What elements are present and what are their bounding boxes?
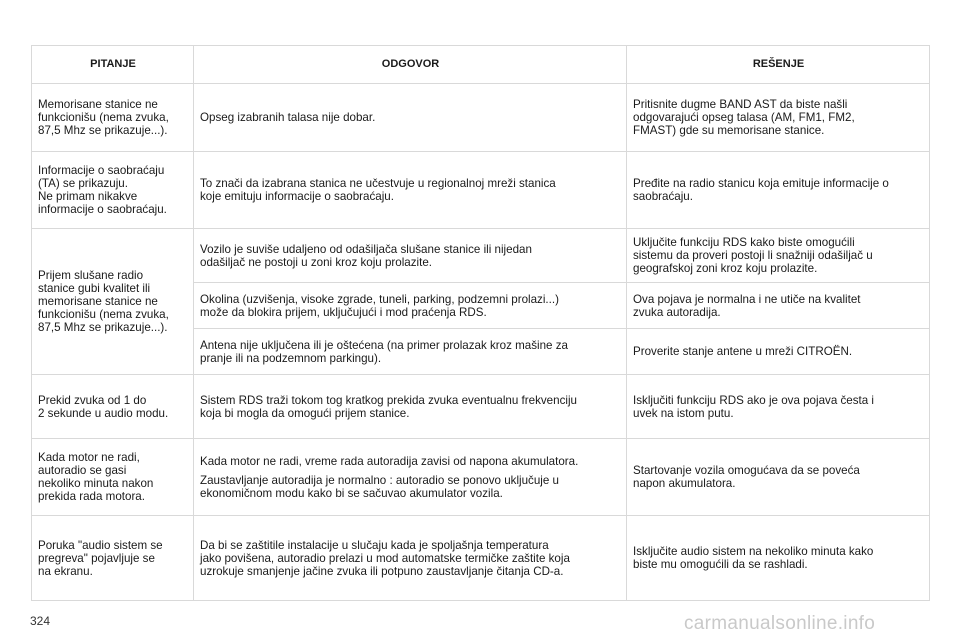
question-cell: [32, 229, 194, 375]
solution-cell: [627, 229, 930, 283]
text-line: koja bi mogla da omogući prijem stanice.: [200, 406, 410, 420]
table-body: [32, 84, 930, 601]
text-line: To znači da izabrana stanica ne učestvuje u regionalnoj mreži stanica: [200, 177, 556, 190]
text-line: Startovanje vozila omogućava da se poveća: [633, 464, 860, 477]
text-line: 2 sekunde u audio modu.: [38, 406, 169, 420]
text-line: 87,5 Mhz se prikazuje...).: [38, 321, 168, 334]
text-line: Informacije o saobraćaju: [38, 164, 165, 177]
text-line: autoradio se gasi: [38, 464, 127, 477]
text-line: Isključiti funkciju RDS ako je ova pojava česta i: [633, 393, 875, 407]
text-line: prekida rada motora.: [38, 490, 145, 503]
question-cell: [32, 516, 194, 601]
question-cell: [32, 84, 194, 152]
text-line: uvek na istom putu.: [633, 406, 734, 420]
question-cell: [32, 375, 194, 439]
text-line: Okolina (uzvišenja, visoke zgrade, tuneli, parking, podzemni prolazi...): [200, 292, 559, 306]
solution-cell: [627, 516, 930, 601]
text-line: Pritisnite dugme BAND AST da biste našli: [633, 98, 848, 111]
text-line: Zaustavljanje autoradija je normalno : autoradio se ponovo uključuje u: [200, 473, 559, 487]
solution-cell: [627, 84, 930, 152]
text-line: biste mu omogućili da se rashladi.: [633, 558, 808, 571]
table-header-row: [32, 46, 930, 84]
text-line: Prekid zvuka od 1 do: [38, 393, 147, 407]
text-line: napon akumulatora.: [633, 477, 736, 490]
page-number: 324: [30, 614, 51, 628]
answer-cell: [194, 329, 627, 375]
text-line: (TA) se prikazuju.: [38, 177, 128, 190]
text-line: Ne primam nikakve: [38, 190, 138, 203]
table-row: [32, 84, 930, 152]
answer-cell: [194, 84, 627, 152]
text-line: Vozilo je suviše udaljeno od odašiljača slušane stanice ili nijedan: [200, 242, 532, 256]
text-line: uzrokuje smanjenje jačine zvuka ili potpuno zaustavljanje čitanja CD-a.: [200, 564, 564, 578]
solution-cell: [627, 439, 930, 516]
question-cell: [32, 439, 194, 516]
solution-cell: [627, 329, 930, 375]
table-row: [32, 229, 930, 283]
answer-cell: [194, 283, 627, 329]
text-line: odašiljač ne postoji u zoni kroz koju prolazite.: [200, 255, 432, 269]
header-answer: ODGOVOR: [194, 46, 627, 84]
text-line: koje emituju informacije o saobraćaju.: [200, 190, 394, 203]
question-cell: [32, 152, 194, 229]
text-line: nekoliko minuta nakon: [38, 477, 154, 490]
text-line: sistemu da proveri postoji li snažniji odašiljač u: [633, 249, 873, 262]
text-line: Sistem RDS traži tokom tog kratkog prekida zvuka eventualnu frekvenciju: [200, 393, 577, 407]
text-line: na ekranu.: [38, 564, 93, 578]
header-question: PITANJE: [32, 46, 194, 84]
text-line: Prijem slušane radio: [38, 269, 144, 282]
troubleshooting-table: [31, 45, 930, 601]
table-row: [32, 375, 930, 439]
text-line: Kada motor ne radi,: [38, 451, 140, 464]
text-line: saobraćaju.: [633, 190, 693, 203]
text-line: informacije o saobraćaju.: [38, 203, 167, 216]
solution-cell: [627, 283, 930, 329]
text-line: geografskoj zoni kroz koju prolazite.: [633, 262, 818, 275]
text-line: memorisane stanice ne: [38, 295, 158, 308]
answer-cell: [194, 516, 627, 601]
text-line: Ova pojava je normalna i ne utiče na kvalitet: [633, 292, 861, 306]
text-line: funkcionišu (nema zvuka,: [38, 308, 169, 321]
answer-cell: [194, 439, 627, 516]
text-line: Uključite funkciju RDS kako biste omogućili: [633, 236, 855, 249]
text-line: Isključite audio sistem na nekoliko minuta kako: [633, 545, 874, 558]
text-line: funkcionišu (nema zvuka,: [38, 111, 169, 124]
text-line: Proverite stanje antene u mreži CITROËN.: [633, 345, 853, 358]
answer-paragraph: [200, 455, 621, 468]
text-line: FMAST) gde su memorisane stanice.: [633, 124, 825, 137]
table-row: [32, 439, 930, 516]
text-line: zvuka autoradija.: [633, 305, 721, 319]
text-line: može da blokira prijem, uključujući i mod praćenja RDS.: [200, 305, 487, 319]
table-row: [32, 152, 930, 229]
solution-cell: [627, 152, 930, 229]
text-line: jako povišena, autoradio prelazi u mod automatske termičke zaštite koja: [200, 551, 570, 565]
text-line: pregreva" pojavljuje se: [38, 551, 155, 565]
watermark: carmanualsonline.info: [684, 613, 876, 634]
text-line: pranje ili na podzemnom parkingu).: [200, 351, 382, 365]
answer-cell: [194, 375, 627, 439]
text-line: Da bi se zaštitile instalacije u slučaju kada je spoljašnja temperatura: [200, 538, 549, 552]
text-line: odgovarajući opseg talasa (AM, FM1, FM2,: [633, 111, 855, 124]
text-line: Opseg izabranih talasa nije dobar.: [200, 111, 376, 124]
text-line: Pređite na radio stanicu koja emituje informacije o: [633, 177, 889, 190]
answer-paragraph: [200, 474, 621, 500]
text-line: Poruka "audio sistem se: [38, 538, 163, 552]
text-line: Kada motor ne radi, vreme rada autoradija zavisi od napona akumulatora.: [200, 454, 579, 468]
text-line: ekonomičnom modu kako bi se sačuvao akumulator vozila.: [200, 486, 503, 500]
header-solution: REŠENJE: [627, 46, 930, 84]
text-line: 87,5 Mhz se prikazuje...).: [38, 124, 168, 137]
text-line: Antena nije uključena ili je oštećena (na primer prolazak kroz mašine za: [200, 338, 568, 352]
text-line: Memorisane stanice ne: [38, 98, 158, 111]
solution-cell: [627, 375, 930, 439]
table-row: [32, 516, 930, 601]
text-line: stanice gubi kvalitet ili: [38, 282, 151, 295]
answer-cell: [194, 152, 627, 229]
answer-cell: [194, 229, 627, 283]
